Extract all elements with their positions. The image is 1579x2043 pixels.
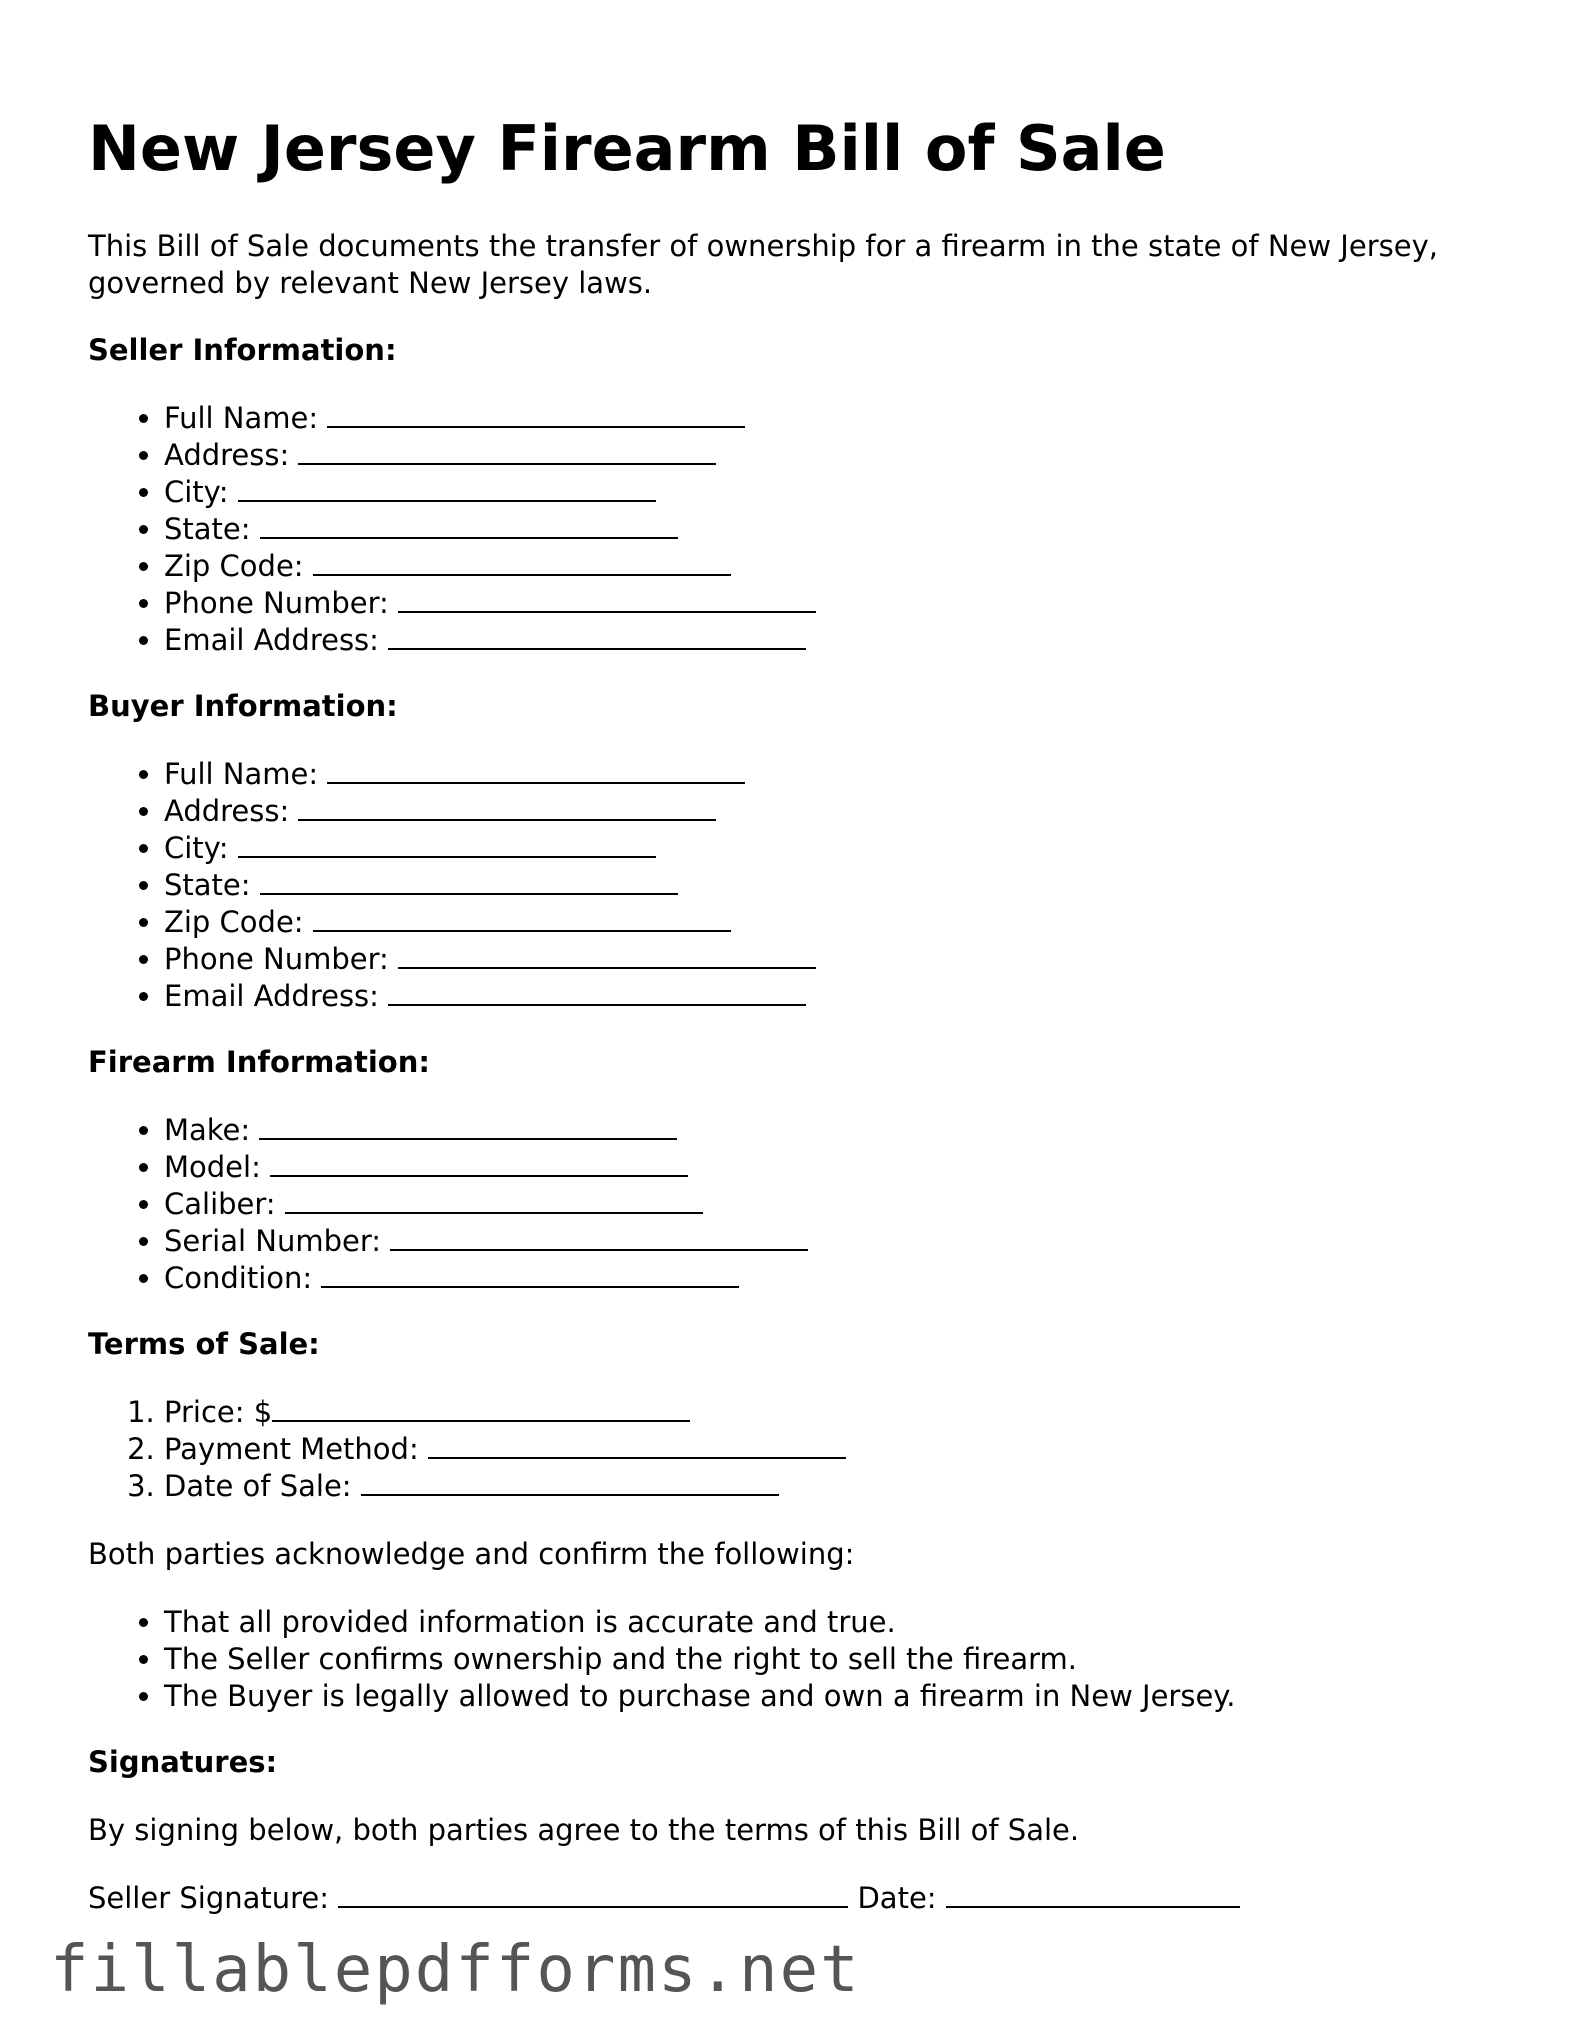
- field-label: Serial Number:: [164, 1224, 382, 1258]
- firearm-make-blank[interactable]: [259, 1112, 677, 1140]
- buyer-city-item: [164, 830, 816, 867]
- field-label: Phone Number:: [164, 586, 389, 620]
- firearm-model-blank[interactable]: [270, 1149, 688, 1177]
- field-label: Date of Sale:: [164, 1469, 352, 1503]
- firearm-serial-item: [164, 1223, 808, 1260]
- buyer-zip-blank[interactable]: [313, 904, 731, 932]
- page-title: New Jersey Firearm Bill of Sale: [88, 112, 1166, 185]
- buyer-full-name-item: [164, 756, 816, 793]
- firearm-fields-list: [88, 1112, 808, 1297]
- field-label: Zip Code:: [164, 549, 304, 583]
- field-label: Caliber:: [164, 1187, 276, 1221]
- buyer-address-item: [164, 793, 816, 830]
- buyer-phone-item: [164, 941, 816, 978]
- seller-heading: Seller Information:: [88, 333, 397, 367]
- signatures-heading: Signatures:: [88, 1745, 278, 1779]
- buyer-heading: Buyer Information:: [88, 689, 398, 723]
- firearm-condition-item: [164, 1260, 808, 1297]
- seller-email-blank[interactable]: [388, 622, 806, 650]
- buyer-state-item: [164, 867, 816, 904]
- seller-email-item: [164, 622, 816, 659]
- field-label: City:: [164, 475, 229, 509]
- field-label: State:: [164, 512, 251, 546]
- field-label: Make:: [164, 1113, 251, 1147]
- seller-city-blank[interactable]: [238, 474, 656, 502]
- firearm-caliber-item: [164, 1186, 808, 1223]
- field-label: Phone Number:: [164, 942, 389, 976]
- buyer-city-blank[interactable]: [238, 830, 656, 858]
- terms-date-item: [164, 1468, 846, 1505]
- seller-city-item: [164, 474, 816, 511]
- firearm-model-item: [164, 1149, 808, 1186]
- seller-full-name-item: [164, 400, 816, 437]
- buyer-phone-blank[interactable]: [398, 941, 816, 969]
- terms-payment-blank[interactable]: [428, 1431, 846, 1459]
- field-label: Price: $: [164, 1395, 273, 1429]
- seller-phone-blank[interactable]: [398, 585, 816, 613]
- firearm-caliber-blank[interactable]: [285, 1186, 703, 1214]
- seller-address-blank[interactable]: [298, 437, 716, 465]
- seller-signature-blank[interactable]: [338, 1880, 848, 1908]
- signature-date-label: Date:: [857, 1881, 937, 1915]
- seller-zip-blank[interactable]: [313, 548, 731, 576]
- field-label: Address:: [164, 438, 290, 472]
- buyer-zip-item: [164, 904, 816, 941]
- intro-paragraph: This Bill of Sale documents the transfer of ownership for a firearm in the state of New Jersey, governed by relevant New Jersey laws.: [88, 229, 1438, 300]
- field-label: Condition:: [164, 1261, 313, 1295]
- firearm-serial-blank[interactable]: [390, 1223, 808, 1251]
- field-label: State:: [164, 868, 251, 902]
- buyer-email-blank[interactable]: [388, 978, 806, 1006]
- buyer-full-name-blank[interactable]: [327, 756, 745, 784]
- field-label: Email Address:: [164, 623, 379, 657]
- seller-address-item: [164, 437, 816, 474]
- field-label: Model:: [164, 1150, 261, 1184]
- terms-price-item: [164, 1394, 846, 1431]
- acknowledge-list: [88, 1604, 1236, 1715]
- seller-state-item: [164, 511, 816, 548]
- seller-phone-item: [164, 585, 816, 622]
- field-label: City:: [164, 831, 229, 865]
- buyer-address-blank[interactable]: [298, 793, 716, 821]
- field-label: Payment Method:: [164, 1432, 419, 1466]
- signatures-text: By signing below, both parties agree to the terms of this Bill of Sale.: [88, 1813, 1080, 1847]
- buyer-state-blank[interactable]: [260, 867, 678, 895]
- signature-date-blank[interactable]: [946, 1880, 1240, 1908]
- acknowledge-item: • The Seller confirms ownership and the right to sell the firearm.: [164, 1641, 1236, 1678]
- terms-date-blank[interactable]: [361, 1468, 779, 1496]
- seller-zip-item: [164, 548, 816, 585]
- acknowledge-item: • The Buyer is legally allowed to purchase and own a firearm in New Jersey.: [164, 1678, 1236, 1715]
- acknowledge-text: Both parties acknowledge and confirm the following:: [88, 1537, 855, 1571]
- firearm-make-item: [164, 1112, 808, 1149]
- field-label: Full Name:: [164, 401, 319, 435]
- terms-price-blank[interactable]: [272, 1394, 690, 1422]
- acknowledge-item: • That all provided information is accurate and true.: [164, 1604, 1236, 1641]
- firearm-condition-blank[interactable]: [321, 1260, 739, 1288]
- terms-heading: Terms of Sale:: [88, 1327, 320, 1361]
- signature-line: [88, 1880, 1240, 1917]
- terms-fields-list: [88, 1394, 846, 1505]
- seller-state-blank[interactable]: [260, 511, 678, 539]
- firearm-heading: Firearm Information:: [88, 1045, 430, 1079]
- watermark: fillablepdfforms.net: [50, 1933, 861, 2007]
- field-label: Email Address:: [164, 979, 379, 1013]
- buyer-fields-list: [88, 756, 816, 1015]
- field-label: Full Name:: [164, 757, 319, 791]
- terms-payment-item: [164, 1431, 846, 1468]
- seller-full-name-blank[interactable]: [327, 400, 745, 428]
- seller-fields-list: [88, 400, 816, 659]
- buyer-email-item: [164, 978, 816, 1015]
- field-label: Address:: [164, 794, 290, 828]
- seller-signature-label: Seller Signature:: [88, 1881, 330, 1915]
- field-label: Zip Code:: [164, 905, 304, 939]
